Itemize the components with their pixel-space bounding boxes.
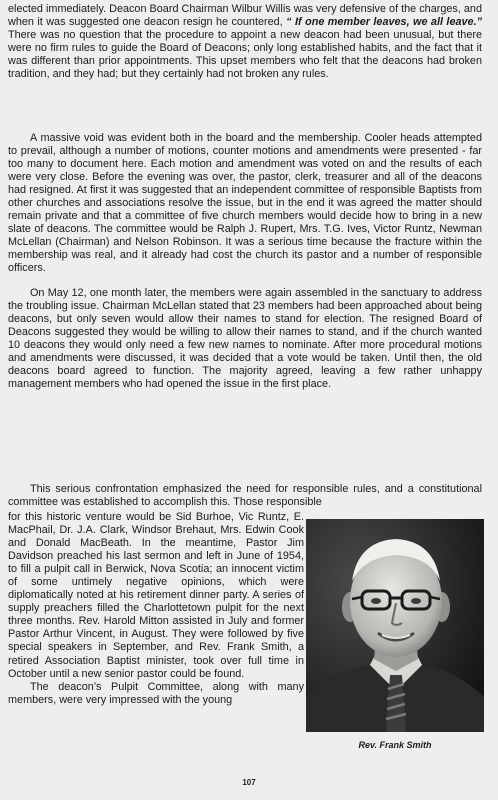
paragraph-5: The deacon’s Pulpit Committee, along with many members, were very impressed with the young	[8, 680, 304, 706]
portrait-photo	[306, 519, 484, 732]
portrait-illustration	[306, 519, 484, 732]
paragraph-2: A massive void was evident both in the board and the membership. Cooler heads attempted to prevail, although a number of motions, counter motions and amendments were presented - far too many to document here. Each motion and amendment was voted on and the results of each were very close. Before the evening was over, the pastor, clerk, treasurer and all of the deacons had resigned. At first it was suggested that an independent committee of responsible Baptists from other churches and associations resolve the issue, but in the end it was agreed the matter should remain private and that a committee of five church members would decide how to bring in a new slate of deacons. The committee would be Ralph J. Rupert, Mrs. T.G. Ives, Victor Runtz, Newman McLellan (Chairman) and Nelson Robinson. It was a serious time because the fracture within the membership was real, and it already had cost the church its pastor and a number of responsible officers.	[8, 132, 482, 275]
paragraph-3: On May 12, one month later, the members were again assembled in the sanctuary to address the troubling issue. Chairman McLellan stated that 23 members had been approached about being deacons, but only seven would allow their names to stand for election. The resigned Board of Deacons suggested they would be willing to allow their names to stand, and if the church wanted 10 deacons they would only need a few new names to nominate. After more procedural motions and amendments were discussed, it was decided that a vote would be taken. Until then, the old deacons board agreed to function. The majority agreed, leaving a few rather unhappy management members who had opened the issue in the first place.	[8, 287, 482, 391]
page-number: 107	[242, 778, 256, 787]
paragraph-1-text-continued: There was no question that the procedure to appoint a new deacon had been unusual, but there were no firm rules to guide the Board of Deacons; only long established habits, and the fact that it was different than prior appointments. This upset members who felt that the deacons had broken tradition, and they had; but they certainly had not broken any rules.	[8, 29, 482, 81]
willis-quote: “ If one member leaves, we all leave.”	[286, 16, 483, 29]
wrapped-text-column	[8, 511, 304, 707]
paragraph-1-text: elected immediately. Deacon Board Chairman Wilbur Willis was very defensive of the charges, and when it was suggested one deacon resign he countered,	[8, 3, 482, 29]
paragraph-4-continued: for this historic venture would be Sid Burhoe, Vic Runtz, E. MacPhail, Dr. J.A. Clark, Windsor Brehaut, Mrs. Edwin Cook and Donald MacBeath. In the meantime, Pastor Jim Davidson preached his last sermon and left in June of 1954, to fill a pulpit call in Berwick, Nova Scotia; an innocent victim of some untimely negative opinions, which were diplomatically noted at his retirement dinner party. A series of supply preachers filled the Charlottetown pulpit for the next three months. Rev. Harold Mitton assisted in July and former Pastor Arthur Vincent, in August. They were followed by five special speakers in September, and Rev. Frank Smith, a retired Association Baptist minister, took over full time in October until a new senior pastor could be found.	[8, 511, 304, 680]
paragraph-4-lead: This serious confrontation emphasized the need for responsible rules, and a constitutional committee was established to accomplish this. Those responsible	[8, 483, 482, 509]
paragraph-1	[8, 3, 482, 81]
photo-caption: Rev. Frank Smith	[358, 740, 432, 750]
